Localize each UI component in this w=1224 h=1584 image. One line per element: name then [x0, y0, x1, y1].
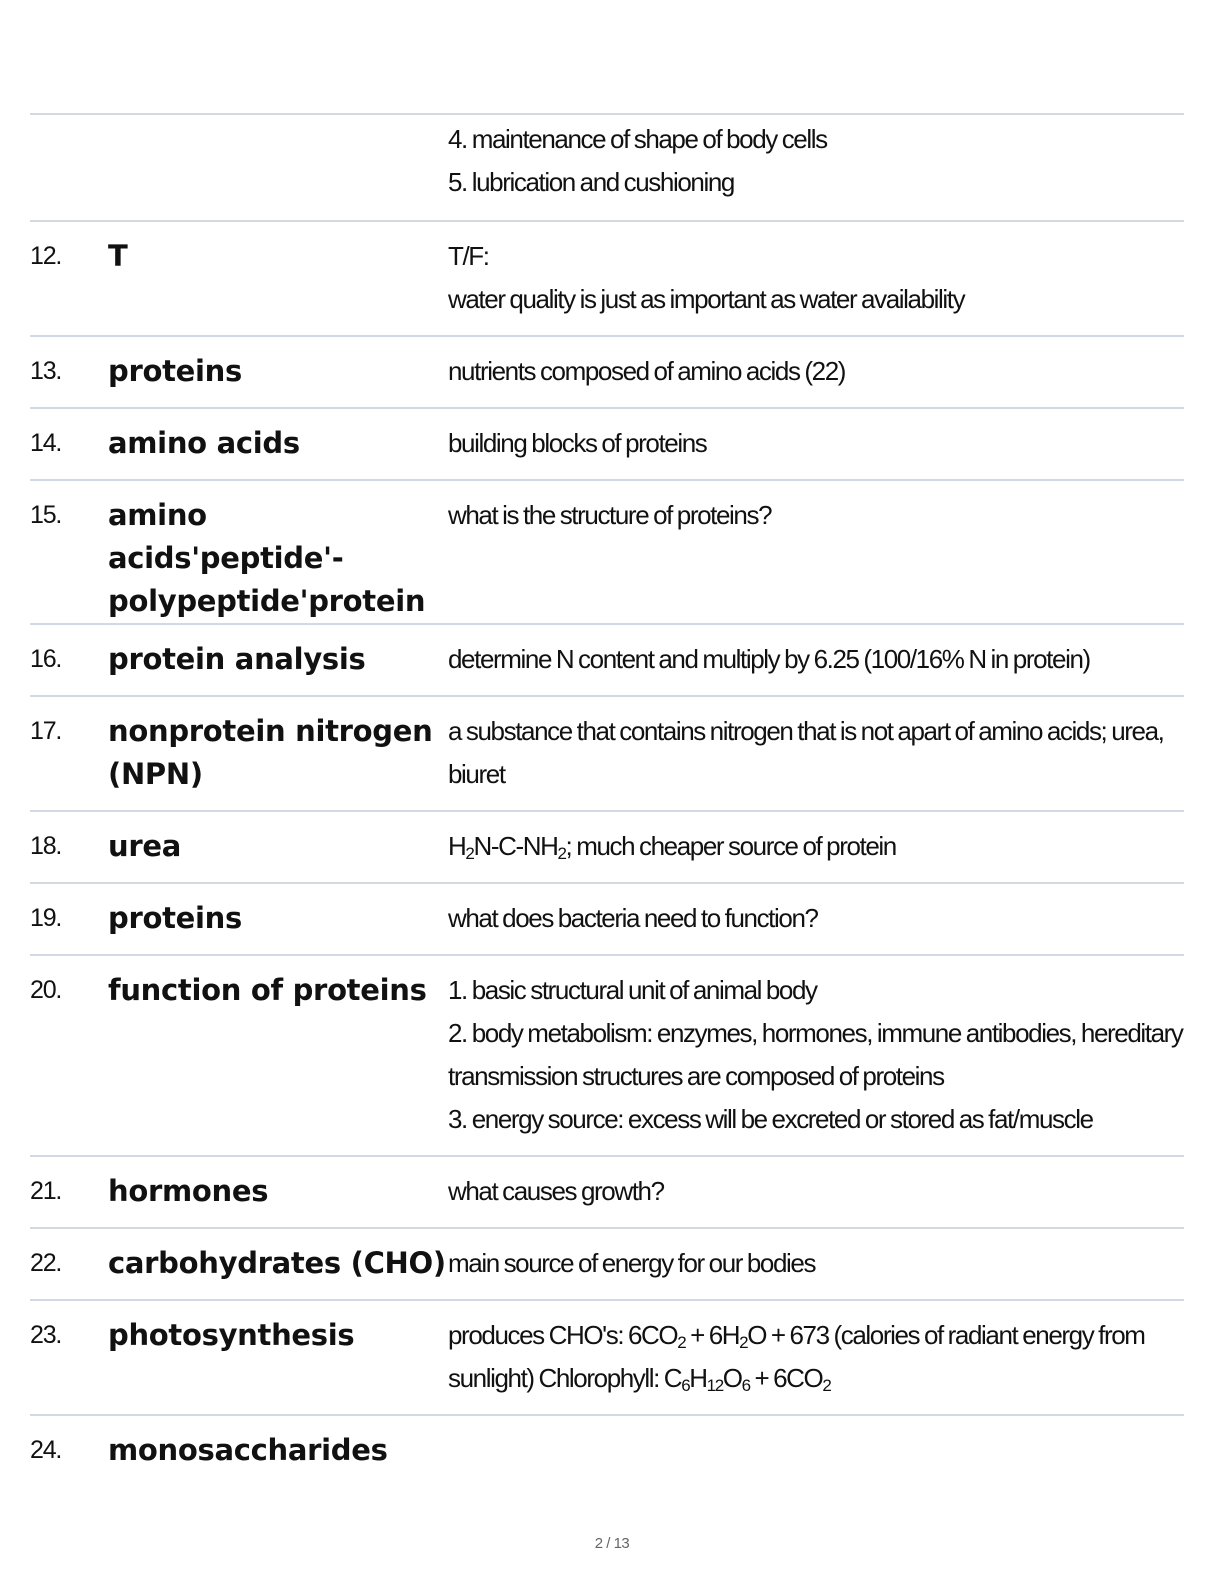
definition: [448, 115, 1184, 220]
definition: [448, 625, 1184, 695]
term: protein analysis: [108, 642, 366, 676]
term: proteins: [108, 354, 242, 388]
term: nonprotein nitrogen (NPN): [108, 714, 433, 791]
term: [108, 115, 448, 220]
term-row-13: [30, 335, 1184, 407]
term-row-22: [30, 1227, 1184, 1299]
term-row-12: [30, 220, 1184, 335]
term-row-16: [30, 623, 1184, 695]
term-row-17: [30, 695, 1184, 810]
definition: [448, 337, 1184, 407]
definition: [448, 697, 1184, 810]
definition-line: water quality is just as important as water availability: [448, 284, 965, 314]
definition-line: 2. body metabolism: enzymes, hormones, immune antibodies, hereditary: [448, 1018, 1183, 1048]
definition-line: main source of energy for our bodies: [448, 1248, 816, 1278]
term-number: 14.: [30, 429, 62, 457]
term: urea: [108, 829, 181, 863]
term: proteins: [108, 901, 242, 935]
term-row-24: [30, 1414, 1184, 1472]
term-number: 20.: [30, 976, 62, 1004]
definition-line: what causes growth?: [448, 1176, 664, 1206]
term-number: 17.: [30, 717, 62, 745]
definition: [448, 222, 1184, 335]
term-number: 23.: [30, 1321, 62, 1349]
term: amino acids: [108, 426, 300, 460]
term-row-23: [30, 1299, 1184, 1414]
term-row-14: [30, 407, 1184, 479]
term-row-19: [30, 882, 1184, 954]
term-row-15: [30, 479, 1184, 623]
definition: [448, 1229, 1184, 1299]
definition-line: 3. energy source: excess will be excreted or stored as fat/muscle: [448, 1104, 1093, 1134]
flashcard-table: [30, 113, 1184, 1472]
term: function of proteins: [108, 973, 427, 1007]
definition-line: building blocks of proteins: [448, 428, 707, 458]
definition-line: 4. maintenance of shape of body cells: [448, 124, 827, 154]
term-number: 13.: [30, 357, 62, 385]
definition-line: $H_2N-C-NH_2$; much cheaper source of protein: [448, 831, 896, 863]
term-number: [30, 115, 108, 220]
definition: [448, 1416, 1184, 1472]
term-row-18: [30, 810, 1184, 882]
term-number: 16.: [30, 645, 62, 673]
definition: [448, 481, 1184, 623]
definition-line: produces CHO's: $6CO_2 + 6H_2O + 673$ (calories of radiant energy from: [448, 1320, 1145, 1352]
term-number: 12.: [30, 242, 62, 270]
term: amino acids'peptide'-polypeptide'protein: [108, 498, 426, 618]
term: hormones: [108, 1174, 269, 1208]
term-row-20: [30, 954, 1184, 1155]
definition: [448, 812, 1184, 882]
term-number: 21.: [30, 1177, 62, 1205]
definition-line: 5. lubrication and cushioning: [448, 167, 734, 197]
term: monosaccharides: [108, 1433, 388, 1467]
term: carbohydrates (CHO): [108, 1246, 446, 1280]
definition-line: biuret: [448, 759, 505, 789]
definition: [448, 1301, 1184, 1414]
term-number: 24.: [30, 1436, 62, 1464]
term: photosynthesis: [108, 1318, 355, 1352]
definition-line: what is the structure of proteins?: [448, 500, 772, 530]
definition-line: T/F:: [448, 241, 489, 271]
definition-line: determine N content and multiply by 6.25 (100/16% N in protein): [448, 644, 1090, 674]
definition: [448, 956, 1184, 1155]
term-number: 18.: [30, 832, 62, 860]
definition-line: transmission structures are composed of proteins: [448, 1061, 944, 1091]
continuation-row: [30, 113, 1184, 220]
term-number: 22.: [30, 1249, 62, 1277]
page-number: 2 / 13: [594, 1535, 630, 1552]
term: T: [108, 239, 128, 273]
definition-line: 1. basic structural unit of animal body: [448, 975, 817, 1005]
term-number: 19.: [30, 904, 62, 932]
term-row-21: [30, 1155, 1184, 1227]
definition-line: sunlight) Chlorophyll: $C_6H_{12}O_6 + 6CO_2$: [448, 1363, 831, 1395]
definition-line: nutrients composed of amino acids (22): [448, 356, 846, 386]
definition: [448, 1157, 1184, 1227]
term-number: 15.: [30, 501, 62, 529]
definition: [448, 884, 1184, 954]
definition: [448, 409, 1184, 479]
definition-line: what does bacteria need to function?: [448, 903, 818, 933]
definition-line: a substance that contains nitrogen that is not apart of amino acids; urea,: [448, 716, 1164, 746]
